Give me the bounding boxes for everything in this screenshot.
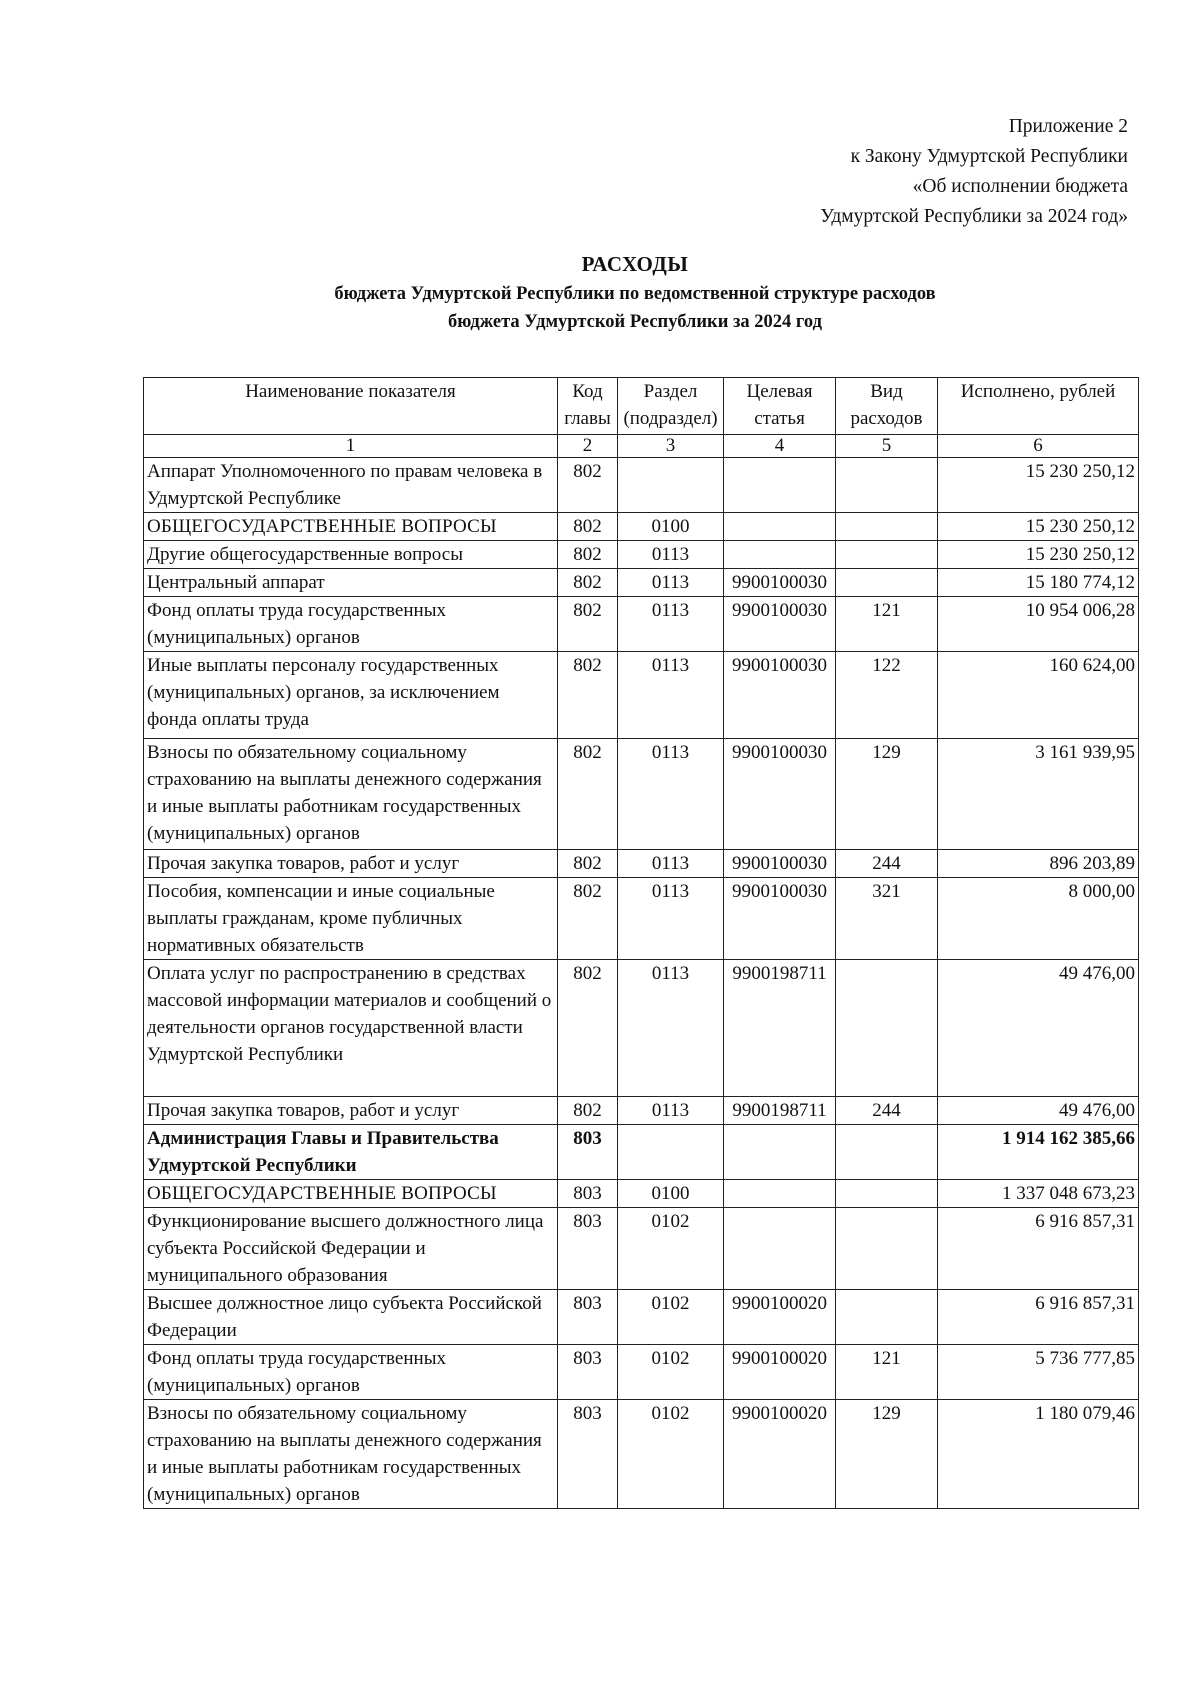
amount-cell: 15 180 774,12 bbox=[938, 569, 1139, 597]
expense-type-cell bbox=[836, 541, 938, 569]
section-cell: 0113 bbox=[618, 878, 724, 960]
section-cell bbox=[618, 458, 724, 513]
amount-cell: 49 476,00 bbox=[938, 1097, 1139, 1125]
expense-type-cell bbox=[836, 960, 938, 1097]
column-number: 4 bbox=[724, 435, 836, 458]
appendix-line: к Закону Удмуртской Республики bbox=[850, 146, 1128, 167]
section-cell: 0102 bbox=[618, 1400, 724, 1509]
indicator-name-cell: Прочая закупка товаров, работ и услуг bbox=[144, 1097, 558, 1125]
column-number: 2 bbox=[558, 435, 618, 458]
indicator-name-cell: Аппарат Уполномоченного по правам человека в Удмуртской Республике bbox=[144, 458, 558, 513]
amount-cell: 15 230 250,12 bbox=[938, 541, 1139, 569]
amount-cell: 10 954 006,28 bbox=[938, 597, 1139, 652]
section-cell: 0102 bbox=[618, 1290, 724, 1345]
chapter-code-cell: 802 bbox=[558, 513, 618, 541]
target-article-cell: 9900100030 bbox=[724, 597, 836, 652]
expense-type-cell bbox=[836, 1180, 938, 1208]
target-article-cell: 9900198711 bbox=[724, 1097, 836, 1125]
indicator-name-cell: Другие общегосударственные вопросы bbox=[144, 541, 558, 569]
column-number: 6 bbox=[938, 435, 1139, 458]
expense-type-cell: 129 bbox=[836, 739, 938, 850]
column-number: 5 bbox=[836, 435, 938, 458]
section-cell: 0102 bbox=[618, 1345, 724, 1400]
target-article-cell: 9900100030 bbox=[724, 878, 836, 960]
appendix-line: «Об исполнении бюджета bbox=[912, 176, 1128, 197]
section-cell: 0113 bbox=[618, 960, 724, 1097]
section-cell: 0113 bbox=[618, 850, 724, 878]
section-cell bbox=[618, 1125, 724, 1180]
target-article-cell: 9900100030 bbox=[724, 569, 836, 597]
table-row bbox=[144, 878, 1139, 960]
header-cell: Вид расходов bbox=[836, 378, 938, 435]
amount-cell: 6 916 857,31 bbox=[938, 1290, 1139, 1345]
target-article-cell bbox=[724, 1180, 836, 1208]
amount-cell: 6 916 857,31 bbox=[938, 1208, 1139, 1290]
header-cell: Исполнено, рублей bbox=[938, 378, 1139, 435]
target-article-cell bbox=[724, 458, 836, 513]
indicator-name-cell: Фонд оплаты труда государственных (муниципальных) органов bbox=[144, 597, 558, 652]
column-number: 1 bbox=[144, 435, 558, 458]
chapter-code-cell: 802 bbox=[558, 878, 618, 960]
expense-type-cell bbox=[836, 458, 938, 513]
section-cell: 0113 bbox=[618, 739, 724, 850]
chapter-code-cell: 802 bbox=[558, 960, 618, 1097]
appendix-note bbox=[820, 112, 1128, 232]
indicator-name-cell: Фонд оплаты труда государственных (муниципальных) органов bbox=[144, 1345, 558, 1400]
table-row bbox=[144, 1400, 1139, 1509]
amount-cell: 15 230 250,12 bbox=[938, 458, 1139, 513]
amount-cell: 1 180 079,46 bbox=[938, 1400, 1139, 1509]
table-row bbox=[144, 541, 1139, 569]
table-body bbox=[144, 458, 1139, 1509]
target-article-cell bbox=[724, 1208, 836, 1290]
table-row bbox=[144, 1125, 1139, 1180]
indicator-name-cell: Прочая закупка товаров, работ и услуг bbox=[144, 850, 558, 878]
target-article-cell: 9900100030 bbox=[724, 739, 836, 850]
table-row bbox=[144, 569, 1139, 597]
expense-type-cell bbox=[836, 1208, 938, 1290]
chapter-code-cell: 803 bbox=[558, 1180, 618, 1208]
table-row bbox=[144, 1180, 1139, 1208]
target-article-cell: 9900100030 bbox=[724, 652, 836, 739]
section-cell: 0100 bbox=[618, 1180, 724, 1208]
expense-type-cell bbox=[836, 569, 938, 597]
table-row bbox=[144, 1290, 1139, 1345]
header-cell: Код главы bbox=[558, 378, 618, 435]
expense-type-cell: 129 bbox=[836, 1400, 938, 1509]
chapter-code-cell: 803 bbox=[558, 1208, 618, 1290]
chapter-code-cell: 802 bbox=[558, 569, 618, 597]
expense-type-cell bbox=[836, 1290, 938, 1345]
section-cell: 0113 bbox=[618, 541, 724, 569]
table-row bbox=[144, 850, 1139, 878]
target-article-cell bbox=[724, 541, 836, 569]
title-main: РАСХОДЫ bbox=[581, 252, 689, 276]
section-cell: 0113 bbox=[618, 597, 724, 652]
target-article-cell: 9900100030 bbox=[724, 850, 836, 878]
chapter-code-cell: 802 bbox=[558, 597, 618, 652]
indicator-name-cell: Пособия, компенсации и иные социальные выплаты гражданам, кроме публичных нормативных обязательств bbox=[144, 878, 558, 960]
amount-cell: 5 736 777,85 bbox=[938, 1345, 1139, 1400]
expense-type-cell: 244 bbox=[836, 1097, 938, 1125]
budget-table bbox=[143, 377, 1139, 1509]
chapter-code-cell: 802 bbox=[558, 458, 618, 513]
expense-type-cell: 121 bbox=[836, 597, 938, 652]
table-row bbox=[144, 652, 1139, 739]
table-row bbox=[144, 1097, 1139, 1125]
chapter-code-cell: 803 bbox=[558, 1400, 618, 1509]
amount-cell: 15 230 250,12 bbox=[938, 513, 1139, 541]
appendix-line: Приложение 2 bbox=[1008, 116, 1128, 137]
target-article-cell: 9900100020 bbox=[724, 1345, 836, 1400]
table-row bbox=[144, 513, 1139, 541]
column-number-row bbox=[144, 435, 1139, 458]
column-number: 3 bbox=[618, 435, 724, 458]
table-row bbox=[144, 597, 1139, 652]
amount-cell: 3 161 939,95 bbox=[938, 739, 1139, 850]
table-row bbox=[144, 1345, 1139, 1400]
header-cell: Целевая статья bbox=[724, 378, 836, 435]
chapter-code-cell: 802 bbox=[558, 850, 618, 878]
expense-type-cell bbox=[836, 513, 938, 541]
indicator-name-cell: Администрация Главы и Правительства Удмуртской Республики bbox=[144, 1125, 558, 1180]
indicator-name-cell: Взносы по обязательному социальному страхованию на выплаты денежного содержания и иные выплаты работникам государственных (муниципальных) органов bbox=[144, 739, 558, 850]
chapter-code-cell: 802 bbox=[558, 541, 618, 569]
target-article-cell: 9900100020 bbox=[724, 1400, 836, 1509]
table-header-row bbox=[144, 378, 1139, 435]
expense-type-cell: 121 bbox=[836, 1345, 938, 1400]
header-cell: Раздел (подраздел) bbox=[618, 378, 724, 435]
chapter-code-cell: 802 bbox=[558, 739, 618, 850]
indicator-name-cell: Центральный аппарат bbox=[144, 569, 558, 597]
target-article-cell: 9900100020 bbox=[724, 1290, 836, 1345]
appendix-line: Удмуртской Республики за 2024 год» bbox=[820, 206, 1128, 227]
document-title bbox=[0, 248, 1200, 336]
indicator-name-cell: Высшее должностное лицо субъекта Российской Федерации bbox=[144, 1290, 558, 1345]
chapter-code-cell: 802 bbox=[558, 652, 618, 739]
title-subtitle-1: бюджета Удмуртской Республики по ведомственной структуре расходов bbox=[334, 284, 936, 304]
chapter-code-cell: 803 bbox=[558, 1125, 618, 1180]
amount-cell: 160 624,00 bbox=[938, 652, 1139, 739]
indicator-name-cell: ОБЩЕГОСУДАРСТВЕННЫЕ ВОПРОСЫ bbox=[144, 1180, 558, 1208]
amount-cell: 1 337 048 673,23 bbox=[938, 1180, 1139, 1208]
section-cell: 0113 bbox=[618, 1097, 724, 1125]
section-cell: 0100 bbox=[618, 513, 724, 541]
header-cell: Наименование показателя bbox=[144, 378, 558, 435]
section-cell: 0113 bbox=[618, 652, 724, 739]
expense-type-cell: 244 bbox=[836, 850, 938, 878]
amount-cell: 896 203,89 bbox=[938, 850, 1139, 878]
table-row bbox=[144, 739, 1139, 850]
indicator-name-cell: Иные выплаты персоналу государственных (муниципальных) органов, за исключением фонда оплаты труда bbox=[144, 652, 558, 739]
chapter-code-cell: 803 bbox=[558, 1290, 618, 1345]
amount-cell: 8 000,00 bbox=[938, 878, 1139, 960]
chapter-code-cell: 803 bbox=[558, 1345, 618, 1400]
target-article-cell bbox=[724, 513, 836, 541]
table-row bbox=[144, 1208, 1139, 1290]
target-article-cell: 9900198711 bbox=[724, 960, 836, 1097]
indicator-name-cell: Оплата услуг по распространению в средствах массовой информации материалов и сообщений о деятельности органов государственной власти Удмуртской Республики bbox=[144, 960, 558, 1097]
chapter-code-cell: 802 bbox=[558, 1097, 618, 1125]
expense-type-cell: 122 bbox=[836, 652, 938, 739]
table-row bbox=[144, 960, 1139, 1097]
indicator-name-cell: Взносы по обязательному социальному страхованию на выплаты денежного содержания и иные выплаты работникам государственных (муниципальных) органов bbox=[144, 1400, 558, 1509]
expense-type-cell bbox=[836, 1125, 938, 1180]
amount-cell: 49 476,00 bbox=[938, 960, 1139, 1097]
indicator-name-cell: Функционирование высшего должностного лица субъекта Российской Федерации и муниципального образования bbox=[144, 1208, 558, 1290]
expense-type-cell: 321 bbox=[836, 878, 938, 960]
indicator-name-cell: ОБЩЕГОСУДАРСТВЕННЫЕ ВОПРОСЫ bbox=[144, 513, 558, 541]
table-row bbox=[144, 458, 1139, 513]
section-cell: 0102 bbox=[618, 1208, 724, 1290]
target-article-cell bbox=[724, 1125, 836, 1180]
section-cell: 0113 bbox=[618, 569, 724, 597]
title-subtitle-2: бюджета Удмуртской Республики за 2024 год bbox=[448, 312, 822, 332]
amount-cell: 1 914 162 385,66 bbox=[938, 1125, 1139, 1180]
